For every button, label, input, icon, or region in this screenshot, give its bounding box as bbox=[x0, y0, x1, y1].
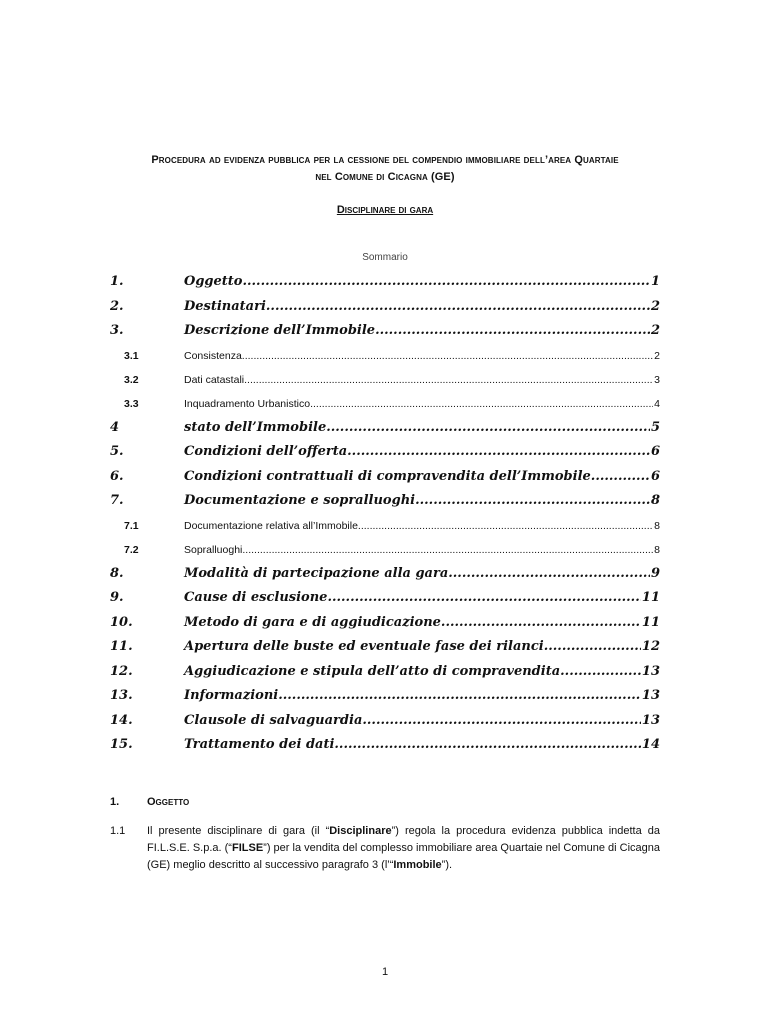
paragraph-number: 1.1 bbox=[110, 825, 126, 837]
toc-leader-dots bbox=[591, 465, 650, 489]
toc-leader-dots bbox=[326, 416, 650, 440]
toc-entry-title: Informazioni bbox=[184, 688, 279, 703]
toc-entry-number: 3. bbox=[110, 323, 124, 338]
toc-leader-dots bbox=[358, 514, 653, 538]
toc-entry-number: 3.3 bbox=[124, 397, 139, 410]
toc-entry-title: Metodo di gara e di aggiudicazione bbox=[184, 614, 441, 630]
toc-entry-page: 2 bbox=[650, 323, 660, 338]
toc-entry-title: Modalità di partecipazione alla gara bbox=[184, 565, 449, 581]
document-title-line-1: Procedura ad evidenza pubblica per la cessione del compendio immobiliare dell’area Quartaie bbox=[151, 154, 619, 166]
paragraph-text-part: ”) per la vendita del complesso immobiliare area Quartaie nel Comune di Cicagna (GE) meglio descritto al successivo paragrafo 3 (l’“ bbox=[147, 842, 660, 871]
toc-entry-number: 1. bbox=[110, 274, 124, 289]
section-heading bbox=[110, 796, 660, 808]
toc-entry-page: 13 bbox=[641, 712, 660, 728]
toc-entry-page: 8 bbox=[654, 543, 660, 556]
toc-entry-title: Condizioni dell’offerta bbox=[184, 444, 348, 459]
paragraph-text bbox=[147, 823, 660, 874]
document-title bbox=[100, 152, 670, 186]
toc-entry[interactable] bbox=[110, 611, 660, 636]
toc-entry-page: 11 bbox=[641, 590, 660, 605]
toc-entry-title: Clausole di salvaguardia bbox=[184, 712, 363, 728]
toc-entry-page: 13 bbox=[641, 663, 660, 679]
toc-entry[interactable] bbox=[110, 562, 660, 587]
toc-entry[interactable] bbox=[110, 319, 660, 344]
toc-leader-dots bbox=[327, 586, 640, 610]
toc-entry-title: Consistenza bbox=[184, 349, 242, 362]
toc-entry-page: 2 bbox=[654, 349, 660, 362]
toc-entry-title: Destinatari bbox=[184, 298, 266, 314]
defined-term-immobile: Immobile bbox=[393, 859, 442, 871]
toc-leader-dots bbox=[544, 635, 641, 659]
toc-entry-number: 5. bbox=[110, 444, 124, 459]
toc-entry-page: 9 bbox=[650, 565, 660, 581]
toc-entry[interactable] bbox=[110, 392, 660, 416]
toc-leader-dots bbox=[244, 368, 653, 392]
toc-entry-number: 2. bbox=[110, 298, 124, 314]
toc-entry-title: Descrizione dell’Immobile bbox=[184, 323, 376, 338]
toc-entry-number: 3.1 bbox=[124, 349, 139, 362]
toc-entry[interactable] bbox=[110, 709, 660, 734]
toc-entry[interactable] bbox=[110, 465, 660, 490]
toc-leader-dots bbox=[242, 270, 649, 294]
toc-entry[interactable] bbox=[110, 538, 660, 562]
toc-leader-dots bbox=[375, 319, 650, 343]
toc-entry[interactable] bbox=[110, 514, 660, 538]
toc-entry-title: Trattamento dei dati bbox=[184, 737, 335, 752]
toc-entry-page: 14 bbox=[641, 737, 660, 752]
toc-entry-page: 12 bbox=[641, 639, 660, 654]
toc-entry-number: 3.2 bbox=[124, 373, 139, 386]
toc-entry[interactable] bbox=[110, 416, 660, 441]
toc-entry-page: 5 bbox=[650, 419, 660, 435]
toc-entry-page: 2 bbox=[650, 298, 660, 314]
toc-heading: Sommario bbox=[362, 252, 408, 263]
document-title-line-2: nel Comune di Cicagna (GE) bbox=[315, 171, 455, 183]
toc-entry-number: 7.1 bbox=[124, 519, 139, 532]
toc-leader-dots bbox=[242, 344, 653, 368]
toc-entry-page: 3 bbox=[654, 373, 660, 386]
toc-entry-number: 6. bbox=[110, 468, 124, 484]
toc-entry-page: 8 bbox=[654, 519, 660, 532]
toc-entry-page: 1 bbox=[650, 274, 660, 289]
section-number: 1. bbox=[110, 796, 120, 808]
toc-entry-page: 4 bbox=[654, 397, 660, 410]
toc-leader-dots bbox=[242, 538, 653, 562]
toc-entry-number: 11. bbox=[110, 639, 133, 654]
toc-entry[interactable] bbox=[110, 635, 660, 660]
toc-entry-title: Aggiudicazione e stipula dell’atto di compravendita bbox=[184, 663, 561, 679]
toc-leader-dots bbox=[448, 562, 650, 586]
toc-entry-title: Oggetto bbox=[184, 274, 243, 289]
paragraph-text-part: ”). bbox=[441, 859, 453, 871]
toc-entry[interactable] bbox=[110, 660, 660, 685]
toc-entry[interactable] bbox=[110, 344, 660, 368]
document-subtitle: Disciplinare di gara bbox=[336, 204, 434, 216]
toc-entry-number: 10. bbox=[110, 614, 133, 630]
toc-entry[interactable] bbox=[110, 684, 660, 709]
toc-entry-title: Cause di esclusione bbox=[184, 590, 328, 605]
section-title: Oggetto bbox=[147, 796, 190, 808]
paragraph-text-part: Il presente disciplinare di gara (il “ bbox=[147, 825, 330, 837]
toc-entry[interactable] bbox=[110, 440, 660, 465]
toc-entry[interactable] bbox=[110, 270, 660, 295]
toc-entry[interactable] bbox=[110, 489, 660, 514]
toc-entry-number: 4 bbox=[110, 419, 120, 435]
toc-entry-number: 15. bbox=[110, 737, 133, 752]
toc-entry-title: Documentazione relativa all’Immobile bbox=[184, 519, 358, 532]
toc-entry-number: 7.2 bbox=[124, 543, 139, 556]
toc-entry-number: 8. bbox=[110, 565, 124, 581]
toc-leader-dots bbox=[362, 709, 641, 733]
toc-entry-title: Inquadramento Urbanistico bbox=[184, 397, 311, 410]
toc-entry-number: 7. bbox=[110, 493, 124, 508]
paragraph-1-1 bbox=[110, 823, 660, 874]
toc-entry[interactable] bbox=[110, 295, 660, 320]
section-oggetto bbox=[110, 796, 660, 874]
toc-entry-number: 12. bbox=[110, 663, 133, 679]
toc-leader-dots bbox=[441, 611, 641, 635]
defined-term-filse: FILSE bbox=[231, 842, 264, 854]
paragraph-text-part: ”) regola la procedura evidenza pubblica indetta da FI.L.S.E. S.p.a. (“ bbox=[147, 825, 660, 854]
toc-entry-page: 8 bbox=[650, 493, 660, 508]
toc-leader-dots bbox=[347, 440, 650, 464]
toc-entry-title: Documentazione e sopralluoghi bbox=[184, 493, 416, 508]
toc-entry-title: Dati catastali bbox=[184, 373, 245, 386]
table-of-contents bbox=[110, 270, 660, 758]
toc-leader-dots bbox=[278, 684, 641, 708]
toc-entry-page: 13 bbox=[641, 688, 660, 703]
toc-leader-dots bbox=[310, 392, 653, 416]
toc-entry[interactable] bbox=[110, 368, 660, 392]
toc-leader-dots bbox=[560, 660, 641, 684]
defined-term-disciplinare: Disciplinare bbox=[329, 825, 392, 837]
toc-entry-title: stato dell’Immobile bbox=[184, 419, 327, 435]
toc-entry-number: 13. bbox=[110, 688, 133, 703]
toc-leader-dots bbox=[415, 489, 650, 513]
toc-entry-number: 9. bbox=[110, 590, 124, 605]
page-number: 1 bbox=[381, 966, 389, 978]
toc-entry-number: 14. bbox=[110, 712, 133, 728]
toc-entry[interactable] bbox=[110, 586, 660, 611]
toc-entry-title: Apertura delle buste ed eventuale fase dei rilanci bbox=[184, 639, 544, 654]
toc-entry-page: 6 bbox=[650, 444, 660, 459]
toc-leader-dots bbox=[266, 295, 650, 319]
toc-entry-page: 11 bbox=[641, 614, 660, 630]
toc-entry[interactable] bbox=[110, 733, 660, 758]
toc-leader-dots bbox=[334, 733, 641, 757]
toc-entry-title: Sopralluoghi bbox=[184, 543, 243, 556]
toc-entry-page: 6 bbox=[650, 468, 660, 484]
toc-entry-title: Condizioni contrattuali di compravendita dell’Immobile bbox=[184, 468, 591, 484]
